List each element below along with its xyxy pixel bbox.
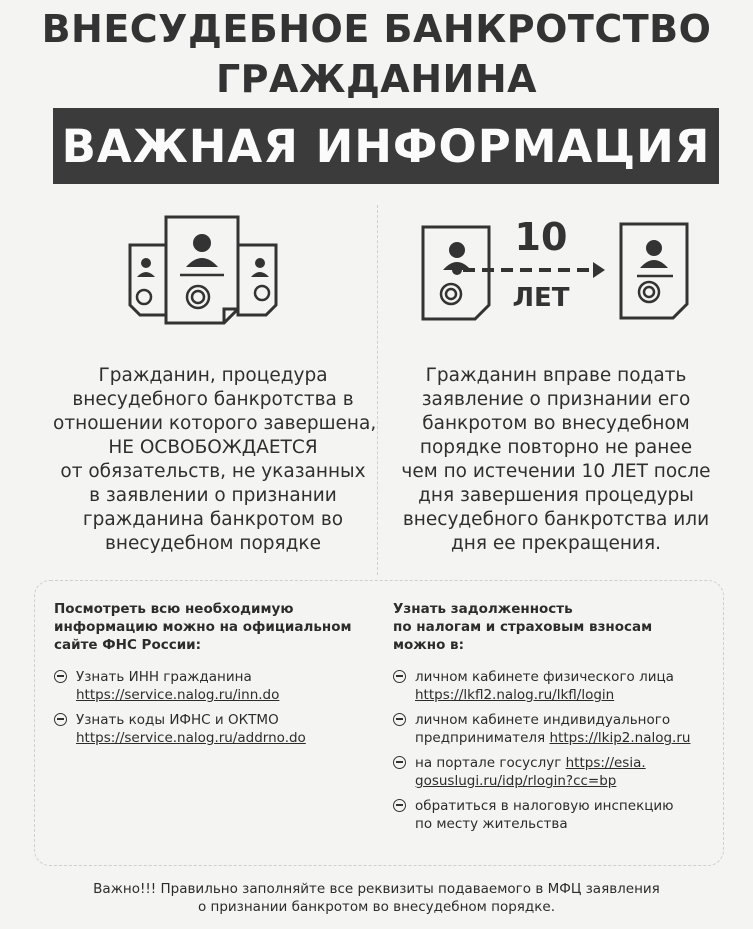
documents-stack-icon (118, 205, 293, 330)
main-title (0, 4, 753, 104)
fns-heading (54, 600, 374, 654)
left-line: НЕ ОСВОБОЖДАЕТСЯ (108, 437, 318, 458)
gosuslugi-link[interactable]: https://esia. (565, 755, 646, 771)
footer-line-1: Важно!!! Правильно заполняйте все реквизиты подаваемого в МФЦ заявления (93, 881, 660, 897)
left-line: от обязательств, не указанных (60, 461, 366, 482)
left-line: гражданина банкротом во (82, 509, 344, 530)
ifns-codes-link[interactable]: https://service.nalog.ru/addrno.do (76, 730, 306, 746)
fns-heading-line: информацию можно на официальном (54, 619, 352, 635)
important-info-banner (53, 108, 719, 184)
right-line: порядке повторно не ранее (419, 437, 693, 458)
right-line: чем по истечении 10 ЛЕТ после (401, 461, 711, 482)
arrow-circle-icon (393, 756, 406, 769)
individual-cabinet-label: личном кабинете физического лица (415, 669, 674, 685)
left-line: Гражданин, процедура (98, 365, 328, 386)
right-line: дня завершения процедуры (418, 485, 694, 506)
right-line: внесудебного банкротства или (402, 509, 710, 530)
arrow-circle-icon (393, 670, 406, 683)
debt-info-column (393, 600, 713, 840)
entrepreneur-cabinet-label-2: предпринимателя (415, 730, 550, 746)
ten-years-icon (415, 212, 695, 327)
title-line-1: ВНЕСУДЕБНОЕ БАНКРОТСТВО (41, 7, 712, 51)
debt-heading-line: можно в: (393, 637, 464, 653)
documents-stack-svg (118, 205, 293, 330)
right-line: банкротом во внесудебном (422, 413, 690, 434)
fns-links-list (54, 668, 374, 747)
arrow-circle-icon (393, 799, 406, 812)
debt-options-list (393, 668, 713, 833)
tax-office-label: обратиться в налоговую инспекцию (415, 798, 674, 814)
debt-heading-line: по налогам и страховым взносам (393, 619, 653, 635)
entrepreneur-cabinet-link[interactable]: https://lkip2.nalog.ru (549, 730, 691, 746)
inn-lookup-label: Узнать ИНН гражданина (76, 669, 252, 685)
individual-cabinet-link[interactable]: https://lkfl2.nalog.ru/lkfl/login (415, 687, 615, 703)
fns-heading-line: Посмотреть всю необходимую (54, 601, 294, 617)
gosuslugi-item (393, 754, 713, 790)
entrepreneur-cabinet-label: личном кабинете индивидуального (415, 712, 671, 728)
ifns-codes-label: Узнать коды ИФНС и ОКТМО (76, 712, 279, 728)
individual-cabinet-item (393, 668, 713, 704)
arrow-circle-icon (54, 713, 67, 726)
fns-heading-line: сайте ФНС России: (54, 637, 202, 653)
column-divider (377, 205, 378, 575)
fns-info-column (54, 600, 374, 754)
arrow-circle-icon (54, 670, 67, 683)
banner-text: ВАЖНАЯ ИНФОРМАЦИЯ (61, 119, 711, 173)
inn-lookup-link[interactable]: https://service.nalog.ru/inn.do (76, 687, 280, 703)
left-line: отношении которого завершена, (53, 413, 377, 434)
ifns-codes-item (54, 711, 374, 747)
gosuslugi-label: на портале госуслуг (415, 755, 566, 771)
footer-note (0, 880, 753, 916)
debt-heading (393, 600, 713, 654)
debt-heading-line: Узнать задолженность (393, 601, 573, 617)
right-panel-text (396, 364, 716, 556)
left-panel-text (53, 364, 377, 556)
right-line: дня ее прекращения. (451, 533, 661, 554)
inn-lookup-item (54, 668, 374, 704)
left-line: внесудебном порядке (105, 533, 321, 554)
years-unit: ЛЕТ (512, 283, 570, 313)
tax-office-label-2: по месту жительства (415, 816, 568, 832)
years-number: 10 (514, 215, 568, 259)
right-line: заявление о признании его (421, 389, 691, 410)
gosuslugi-link-cont[interactable]: gosuslugi.ru/idp/rlogin?cc=bp (415, 773, 617, 789)
title-line-2: ГРАЖДАНИНА (215, 57, 538, 101)
entrepreneur-cabinet-item (393, 711, 713, 747)
left-line: внесудебного банкротства в (72, 389, 354, 410)
right-line: Гражданин вправе подать (425, 365, 687, 386)
footer-line-2: о признании банкротом во внесудебном порядке. (197, 899, 556, 915)
ten-years-svg (415, 212, 695, 327)
tax-office-item (393, 797, 713, 833)
arrow-circle-icon (393, 713, 406, 726)
left-line: в заявлении о признании (89, 485, 337, 506)
